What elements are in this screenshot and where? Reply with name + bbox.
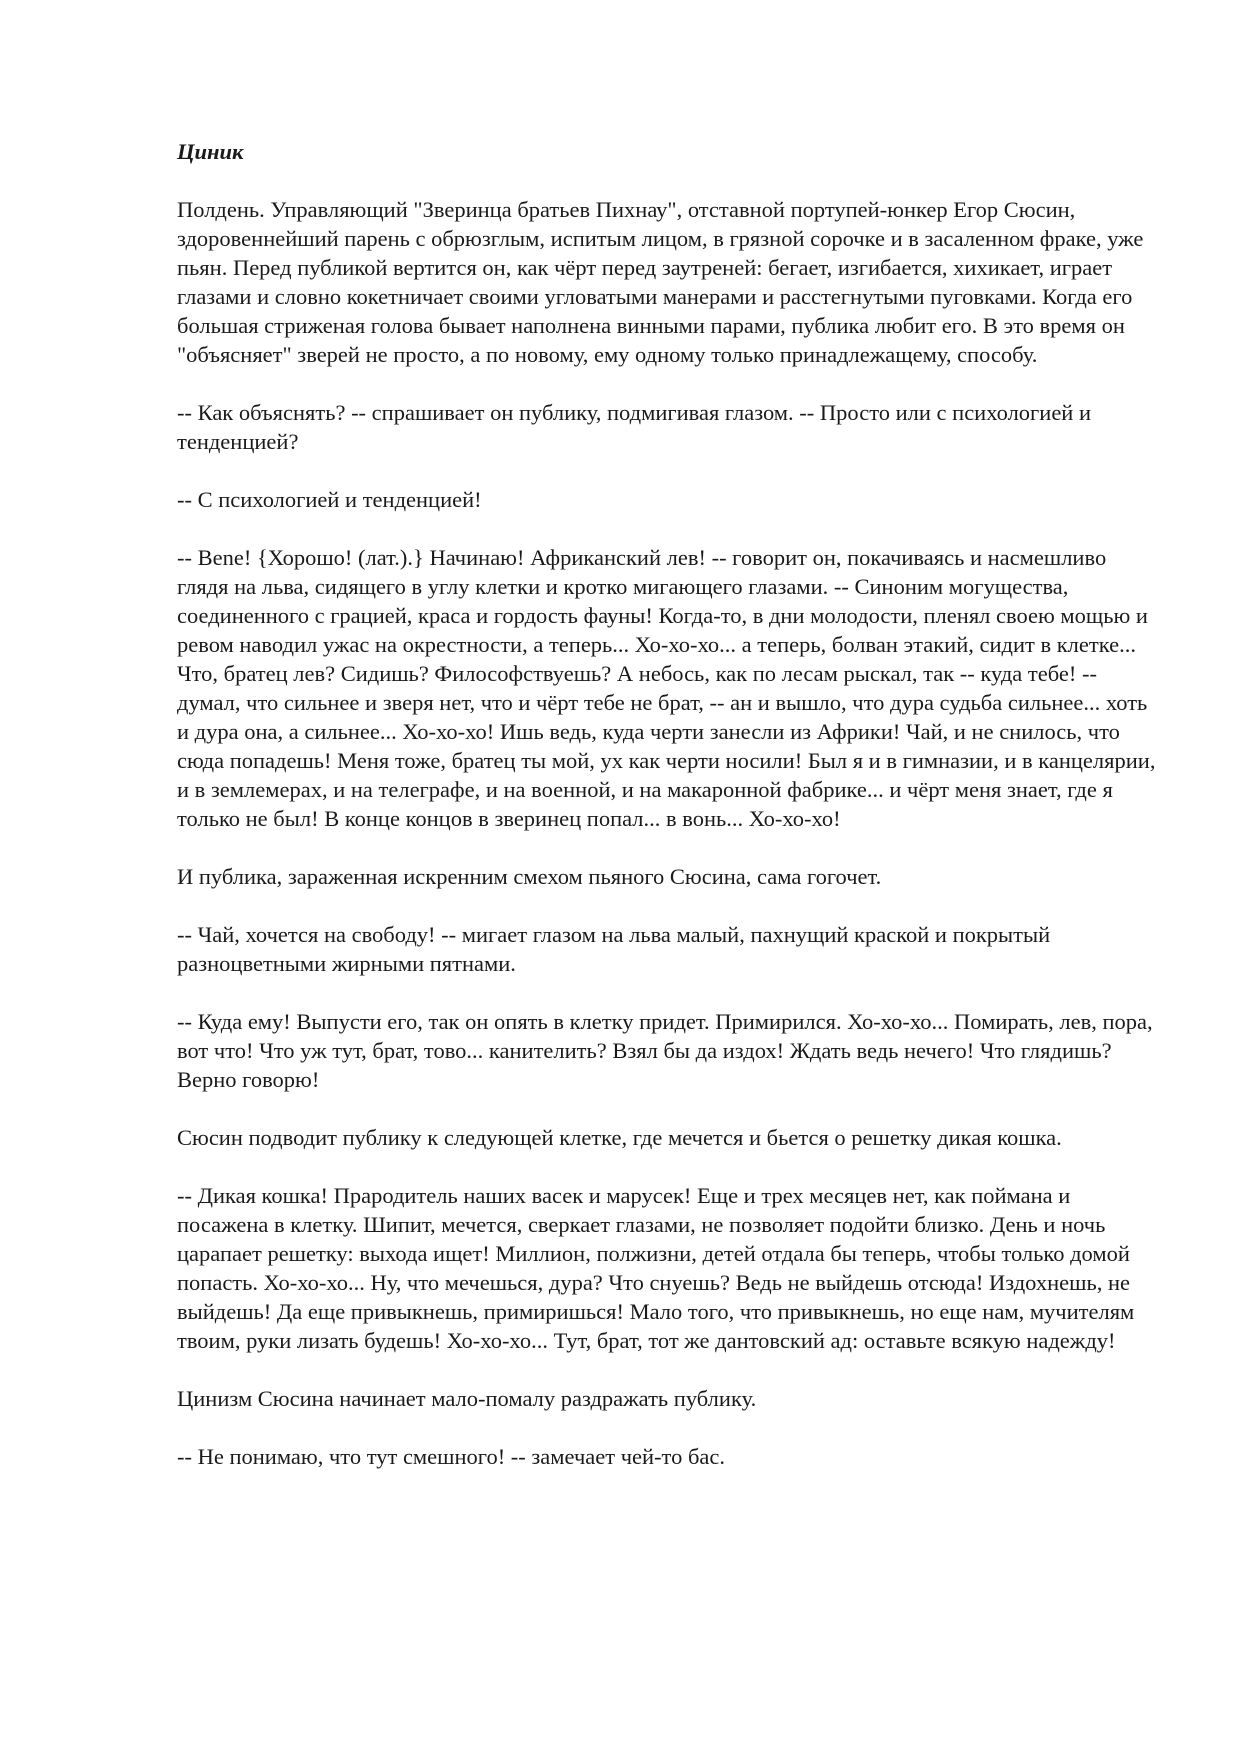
- paragraph-public-laughs: И публика, зараженная искренним смехом пьяного Сюсина, сама гогочет.: [177, 864, 882, 889]
- paragraph-next-cage: Сюсин подводит публику к следующей клетке, где мечется и бьется о решетку дикая кошка.: [177, 1125, 1062, 1150]
- paragraph-intro: Полдень. Управляющий "Зверинца братьев Пихнау", отставной портупей-юнкер Егор Сюсин, здоровеннейший парень с обрюзглым, испитым лицом, в грязной сорочке и в засаленном фраке, уже пьян. Перед публикой вертится он, как чёрт перед заутреней: бегает, изгибается, хихикает, играет глазами и словно кокетничает своими угловатыми манерами и расстегнутыми пуговками. Когда его большая стриженая голова бывает наполнена винными парами, публика любит его. В это время он "объясняет" зверей не просто, а по новому, ему одному только принадлежащему, способу.: [177, 197, 1144, 367]
- paragraph-bass-remark: -- Не понимаю, что тут смешного! -- замечает чей-то бас.: [177, 1444, 725, 1469]
- paragraph-dialogue-question: -- Как объяснять? -- спрашивает он публику, подмигивая глазом. -- Просто или с психологией и тенденцией?: [177, 400, 1092, 454]
- paragraph-wildcat-monologue: -- Дикая кошка! Прародитель наших васек и марусек! Еще и трех месяцев нет, как поймана и посажена в клетку. Шипит, мечется, сверкает глазами, не позволяет подойти близко. День и ночь царапает решетку: выхода ищет! Миллион, полжизни, детей отдала бы теперь, чтобы только домой попасть. Хо-хо-хо... Ну, что мечешься, дура? Что снуешь? Ведь не выйдешь отсюда! Издохнешь, не выйдешь! Да еще привыкнешь, примиришься! Мало того, что привыкнешь, но еще нам, мучителям твоим, руки лизать будешь! Хо-хо-хо... Тут, брат, тот же дантовский ад: оставьте всякую надежду!: [177, 1183, 1135, 1353]
- paragraph-lion-reconciled: -- Куда ему! Выпусти его, так он опять в клетку придет. Примирился. Хо-хо-хо... Помирать, лев, пора, вот что! Что уж тут, брат, тово... канителить? Взял бы да издох! Ждать ведь нечего! Что глядишь? Верно говорю!: [177, 1009, 1153, 1092]
- paragraph-painter-remark: -- Чай, хочется на свободу! -- мигает глазом на льва малый, пахнущий краской и покрытый разноцветными жирными пятнами.: [177, 922, 1051, 976]
- paragraph-dialogue-answer: -- С психологией и тенденцией!: [177, 487, 482, 512]
- paragraph-cynicism: Цинизм Сюсина начинает мало-помалу раздражать публику.: [177, 1386, 757, 1411]
- document-body: [177, 137, 1157, 1500]
- document-title: Циник: [177, 139, 244, 164]
- paragraph-lion-monologue: -- Bene! {Хорошо! (лат.).} Начинаю! Африканский лев! -- говорит он, покачиваясь и насмешливо глядя на льва, сидящего в углу клетки и кротко мигающего глазами. -- Синоним могущества, соединенного с грацией, краса и гордость фауны! Когда-то, в дни молодости, пленял своею мощью и ревом наводил ужас на окрестности, а теперь... Хо-хо-хо... а теперь, болван этакий, сидит в клетке... Что, братец лев? Сидишь? Философствуешь? А небось, как по лесам рыскал, так -- куда тебе! -- думал, что сильнее и зверя нет, что и чёрт тебе не брат, -- ан и вышло, что дура судьба сильнее... хоть и дура она, а сильнее... Хо-хо-хо! Ишь ведь, куда черти занесли из Африки! Чай, и не снилось, что сюда попадешь! Меня тоже, братец ты мой, ух как черти носили! Был я и в гимназии, и в канцелярии, и в землемерах, и на телеграфе, и на военной, и на макаронной фабрике... и чёрт меня знает, где я только не был! В конце концов в зверинец попал... в вонь... Хо-хо-хо!: [177, 545, 1156, 831]
